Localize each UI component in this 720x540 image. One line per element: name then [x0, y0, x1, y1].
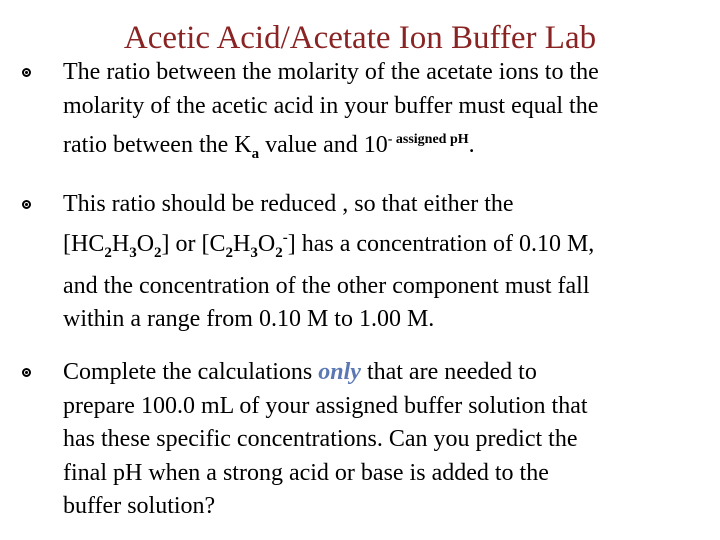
text-line: This ratio should be reduced , so that either the	[63, 191, 514, 217]
bullet-dot-icon	[22, 368, 31, 377]
superscript-charge: -	[282, 229, 288, 246]
emphasis-only: only	[318, 359, 361, 385]
bullet-text	[63, 356, 703, 524]
subscript: 3	[250, 244, 258, 261]
text-line: ratio between the K	[63, 132, 252, 158]
text-line: within a range from 0.10 M to 1.00 M.	[63, 306, 435, 333]
text-segment: Complete the calculations	[63, 359, 319, 385]
text-segment: that are needed to	[360, 359, 537, 385]
superscript-exponent: - assigned pH	[387, 132, 469, 147]
text-segment: ] has a concentration of 0.10 M,	[287, 230, 595, 257]
bullet-dot-icon	[22, 200, 31, 209]
subscript: 3	[129, 244, 137, 261]
text-line: molarity of the acetic acid in your buffer must equal the	[63, 92, 599, 119]
subscript: 2	[154, 244, 162, 261]
bullet-dot-icon	[22, 68, 31, 77]
bullet-text	[63, 56, 703, 171]
bullet-text	[63, 188, 703, 337]
text-line: and the concentration of the other component must fall	[63, 272, 590, 299]
subscript-a: a	[251, 145, 260, 162]
text-segment: [HC	[63, 230, 105, 257]
text-line: prepare 100.0 mL of your assigned buffer solution that	[63, 392, 588, 419]
bullet-item-calculations	[22, 356, 702, 524]
text-line: The ratio between the molarity of the acetate ions to the	[63, 59, 599, 85]
text-line: final pH when a strong acid or base is added to the	[63, 459, 549, 486]
bullet-item-ratio	[22, 56, 702, 171]
bullet-item-reduce	[22, 188, 702, 337]
formula-acetic-acid	[63, 230, 162, 261]
text-segment: O	[257, 230, 276, 257]
text-segment: ] or [C	[161, 230, 226, 257]
slide-title: Acetic Acid/Acetate Ion Buffer Lab	[123, 20, 597, 56]
subscript: 2	[104, 244, 112, 261]
text-line: buffer solution?	[63, 493, 216, 519]
text-segment: H	[111, 230, 130, 257]
text-segment: value and 10	[259, 132, 388, 158]
text-segment: O	[136, 230, 155, 257]
subscript: 2	[275, 244, 283, 261]
text-segment: .	[468, 132, 475, 158]
formula-acetate-ion	[225, 229, 288, 261]
subscript: 2	[225, 244, 234, 261]
text-line: has these specific concentrations. Can you predict the	[63, 426, 578, 452]
text-segment: H	[233, 230, 251, 257]
